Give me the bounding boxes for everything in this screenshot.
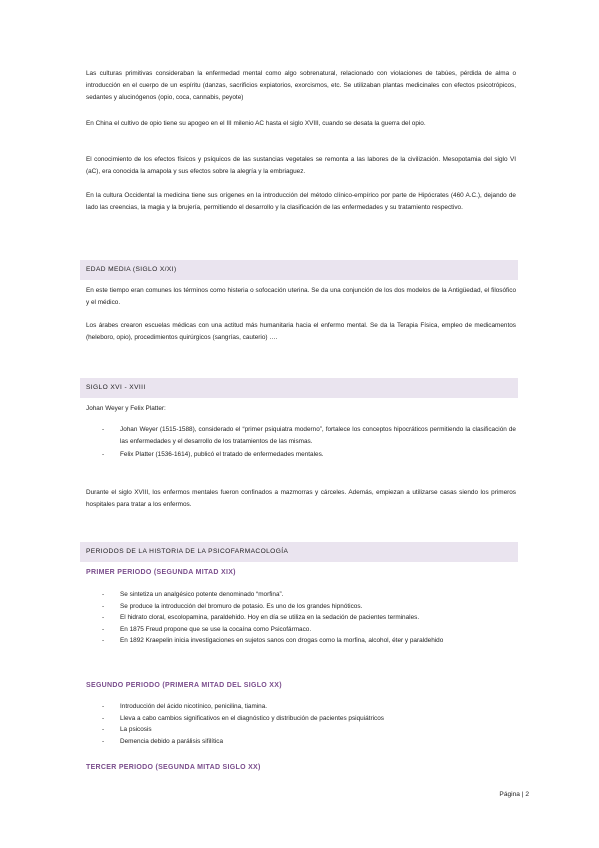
section-title-siglo: SIGLO XVI - XVIII: [86, 384, 146, 391]
list-item: - Se sintetiza un analgésico potente denominado “morfina”.: [102, 591, 284, 598]
intro-paragraph-1: Las culturas primitivas consideraban la enfermedad mental como algo sobrenatural, relacionado con violaciones de tabúes, pérdida de alma o introducción en el cuerpo de un espíritu (danzas, sacrificios expiatorios, exorcismos, etc. Se utilizaban plantas medicinales con efectos psicotrópicos, sedantes y alucinógenos (opio, coca, cannabis, peyote): [86, 70, 516, 102]
list-item: - La psicosis: [102, 726, 152, 734]
list-item: - El hidrato cloral, escolopamina, paraldehido. Hoy en día se utiliza en la sedación de pacientes terminales.: [102, 614, 420, 622]
list-item: - Felix Platter (1536-1614), publicó el tratado de enfermedades mentales.: [102, 451, 324, 459]
siglo-paragraph-1: Durante el siglo XVIII, los enfermos mentales fueron confinados a mazmorras y cárceles. Además, empiezan a utilizarse casas siendo los primeros hospitales para tratar a los enfermos.: [86, 489, 516, 509]
section-band-siglo: [80, 378, 518, 398]
list-item: - Se produce la introducción del bromuro de potasio. Es uno de los grandes hipnóticos.: [102, 602, 363, 610]
list-item: - En 1875 Freud propone que se use la cocaína como Psicofármaco.: [102, 625, 312, 633]
segundo-periodo-list: [102, 701, 516, 747]
list-item: - En 1892 Kraepelin inicia investigaciones en sujetos sanos con drogas como la morfina, alcohol, éter y paraldehido: [102, 637, 444, 645]
primer-periodo-list: [102, 589, 516, 647]
section-title-edad-media: EDAD MEDIA (SIGLO X/XI): [86, 266, 177, 273]
intro-paragraph-2: En China el cultivo de opio tiene su apogeo en el III milenio AC hasta el siglo XVIII, cuando se desata la guerra del opio.: [86, 120, 426, 127]
siglo-lead: Johan Weyer y Felix Platter:: [86, 405, 166, 412]
section-title-periodos: PERIODOS DE LA HISTORIA DE LA PSICOFARMACOLOGÍA: [86, 548, 289, 555]
subsection-title-tercer-periodo: TERCER PERIODO (SEGUNDA MITAD SIGLO XX): [86, 764, 261, 771]
edad-media-paragraph-1: En este tiempo eran comunes los términos como histeria o sofocación uterina. Se da una conjunción de los dos modelos de la Antigüedad, el filosófico y el médico.: [86, 287, 516, 307]
siglo-list: [102, 424, 516, 461]
list-item: - Demencia debido a parálisis sifilítica: [102, 737, 224, 745]
list-item: - Introducción del ácido nicotínico, penicilina, tiamina.: [102, 703, 268, 710]
list-item: - Lleva a cabo cambios significativos en el diagnóstico y distribución de pacientes psiquiátricos: [102, 714, 384, 722]
edad-media-paragraph-2: Los árabes crearon escuelas médicas con una actitud más humanitaria hacia el enfermo mental. Se da la Terapia Física, empleo de medicamentos (heleboro, opio), procedimientos quirúrgicos (sangrías, cauterio) ….: [86, 322, 516, 342]
intro-paragraph-4: En la cultura Occidental la medicina tiene sus orígenes en la introducción del método clínico-empírico por parte de Hipócrates (460 A.C.), dejando de lado las creencias, la magia y la brujería, permitiendo el desarrollo y la clasificación de las enfermedades y su tratamiento respectivo.: [86, 192, 516, 212]
page-number: Página | 2: [499, 791, 529, 798]
subsection-title-segundo-periodo: SEGUNDO PERIODO (PRIMERA MITAD DEL SIGLO XX): [86, 682, 282, 689]
intro-paragraph-3: El conocimiento de los efectos físicos y psíquicos de las sustancias vegetales se remonta a las labores de la civilización. Mesopotamia del siglo VI (aC), era conocida la amapola y sus efectos sobre la alegría y la embriaguez.: [86, 156, 516, 176]
subsection-title-primer-periodo: PRIMER PERIODO (SEGUNDA MITAD XIX): [86, 569, 236, 576]
list-item: - Johan Weyer (1515-1588), considerado el “primer psiquiatra moderno”, fortalece los conceptos hipocráticos permitiendo la clasificación de las enfermedades y el desarrollo de los tratamientos de las mismas.: [102, 426, 516, 445]
